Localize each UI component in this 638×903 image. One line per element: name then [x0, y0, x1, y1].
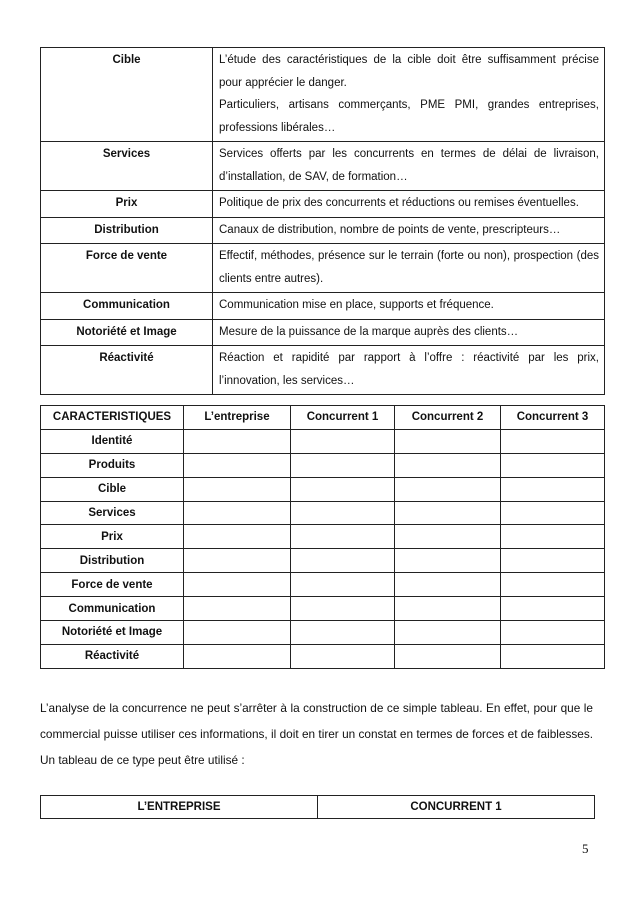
- criteria-row: [41, 293, 605, 320]
- empty-cell: [291, 549, 395, 573]
- strengths-weaknesses-table: [40, 795, 595, 819]
- empty-cell: [184, 549, 291, 573]
- description-text: Politique de prix des concurrents et réductions ou remises éventuelles.: [219, 197, 579, 209]
- column-header: Concurrent 1: [291, 406, 395, 430]
- criteria-label: Force de vente: [41, 244, 213, 293]
- description-text: Services offerts par les concurrents en termes de délai de livraison, d’installation, de SAV, de formation…: [219, 148, 599, 183]
- empty-cell: [184, 644, 291, 668]
- criteria-row: [41, 191, 605, 218]
- empty-cell: [184, 429, 291, 453]
- row-label: Notoriété et Image: [41, 621, 184, 645]
- criteria-description: [213, 191, 605, 218]
- empty-cell: [501, 477, 605, 501]
- comparison-row: [41, 644, 605, 668]
- empty-cell: [291, 429, 395, 453]
- empty-cell: [501, 621, 605, 645]
- empty-cell: [184, 573, 291, 597]
- criteria-label: Cible: [41, 48, 213, 142]
- row-label: Communication: [41, 597, 184, 621]
- criteria-description: [213, 346, 605, 395]
- empty-cell: [395, 644, 501, 668]
- analysis-paragraph: L’analyse de la concurrence ne peut s’arrêter à la construction de ce simple tableau. En effet, pour que le commercial puisse utiliser ces informations, il doit en tirer un constat en termes de forces et de faiblesses. Un tableau de ce type peut être utilisé :: [40, 701, 593, 767]
- criteria-row: [41, 319, 605, 346]
- empty-cell: [184, 621, 291, 645]
- description-text: L’étude des caractéristiques de la cible doit être suffisamment précise pour apprécier le danger.: [219, 54, 599, 89]
- criteria-description: [213, 142, 605, 191]
- empty-cell: [395, 453, 501, 477]
- empty-cell: [184, 597, 291, 621]
- criteria-description: [213, 319, 605, 346]
- comparison-row: [41, 477, 605, 501]
- empty-cell: [395, 429, 501, 453]
- criteria-label: Réactivité: [41, 346, 213, 395]
- row-label: Identité: [41, 429, 184, 453]
- criteria-label: Prix: [41, 191, 213, 218]
- description-text: Mesure de la puissance de la marque auprès des clients…: [219, 325, 519, 338]
- row-label: Force de vente: [41, 573, 184, 597]
- description-text: Particuliers, artisans commerçants, PME PMI, grandes entreprises, professions libérales…: [219, 99, 599, 134]
- criteria-label: Notoriété et Image: [41, 319, 213, 346]
- empty-cell: [395, 597, 501, 621]
- empty-cell: [291, 644, 395, 668]
- comparison-table: [40, 405, 605, 669]
- description-text: Effectif, méthodes, présence sur le terrain (forte ou non), prospection (des clients entre autres).: [219, 250, 599, 285]
- comparison-row: [41, 621, 605, 645]
- criteria-row: [41, 142, 605, 191]
- empty-cell: [395, 621, 501, 645]
- criteria-label: Services: [41, 142, 213, 191]
- comparison-row: [41, 597, 605, 621]
- empty-cell: [184, 525, 291, 549]
- criteria-label: Distribution: [41, 217, 213, 244]
- row-label: Produits: [41, 453, 184, 477]
- description-text: Réaction et rapidité par rapport à l’offre : réactivité par les prix, l’innovation, les services…: [219, 352, 599, 387]
- criteria-description: [213, 244, 605, 293]
- comparison-row: [41, 549, 605, 573]
- comparison-row: [41, 501, 605, 525]
- criteria-description: [213, 217, 605, 244]
- empty-cell: [395, 549, 501, 573]
- row-label: Réactivité: [41, 644, 184, 668]
- column-header: L’ENTREPRISE: [41, 796, 318, 819]
- empty-cell: [501, 453, 605, 477]
- empty-cell: [291, 477, 395, 501]
- row-label: Distribution: [41, 549, 184, 573]
- empty-cell: [501, 644, 605, 668]
- criteria-label: Communication: [41, 293, 213, 320]
- column-header: CARACTERISTIQUES: [41, 406, 184, 430]
- empty-cell: [291, 525, 395, 549]
- page-number: 5: [582, 841, 589, 856]
- empty-cell: [395, 501, 501, 525]
- row-label: Prix: [41, 525, 184, 549]
- column-header: L’entreprise: [184, 406, 291, 430]
- criteria-description: [213, 293, 605, 320]
- empty-cell: [501, 549, 605, 573]
- criteria-description: [213, 48, 605, 142]
- description-text: Canaux de distribution, nombre de points de vente, prescripteurs…: [219, 223, 561, 236]
- row-label: Cible: [41, 477, 184, 501]
- empty-cell: [395, 477, 501, 501]
- column-header: CONCURRENT 1: [318, 796, 595, 819]
- empty-cell: [291, 597, 395, 621]
- empty-cell: [291, 573, 395, 597]
- criteria-row: [41, 244, 605, 293]
- empty-cell: [184, 477, 291, 501]
- description-text: Communication mise en place, supports et fréquence.: [219, 299, 494, 311]
- empty-cell: [501, 501, 605, 525]
- row-label: Services: [41, 501, 184, 525]
- comparison-row: [41, 429, 605, 453]
- empty-cell: [501, 597, 605, 621]
- column-header: Concurrent 3: [501, 406, 605, 430]
- empty-cell: [291, 453, 395, 477]
- empty-cell: [501, 525, 605, 549]
- criteria-row: [41, 48, 605, 142]
- empty-cell: [395, 525, 501, 549]
- empty-cell: [395, 573, 501, 597]
- empty-cell: [184, 453, 291, 477]
- criteria-row: [41, 217, 605, 244]
- empty-cell: [501, 573, 605, 597]
- empty-cell: [291, 501, 395, 525]
- empty-cell: [184, 501, 291, 525]
- criteria-table: [40, 47, 605, 395]
- empty-cell: [291, 621, 395, 645]
- comparison-row: [41, 453, 605, 477]
- criteria-row: [41, 346, 605, 395]
- comparison-row: [41, 525, 605, 549]
- comparison-row: [41, 573, 605, 597]
- empty-cell: [501, 429, 605, 453]
- column-header: Concurrent 2: [395, 406, 501, 430]
